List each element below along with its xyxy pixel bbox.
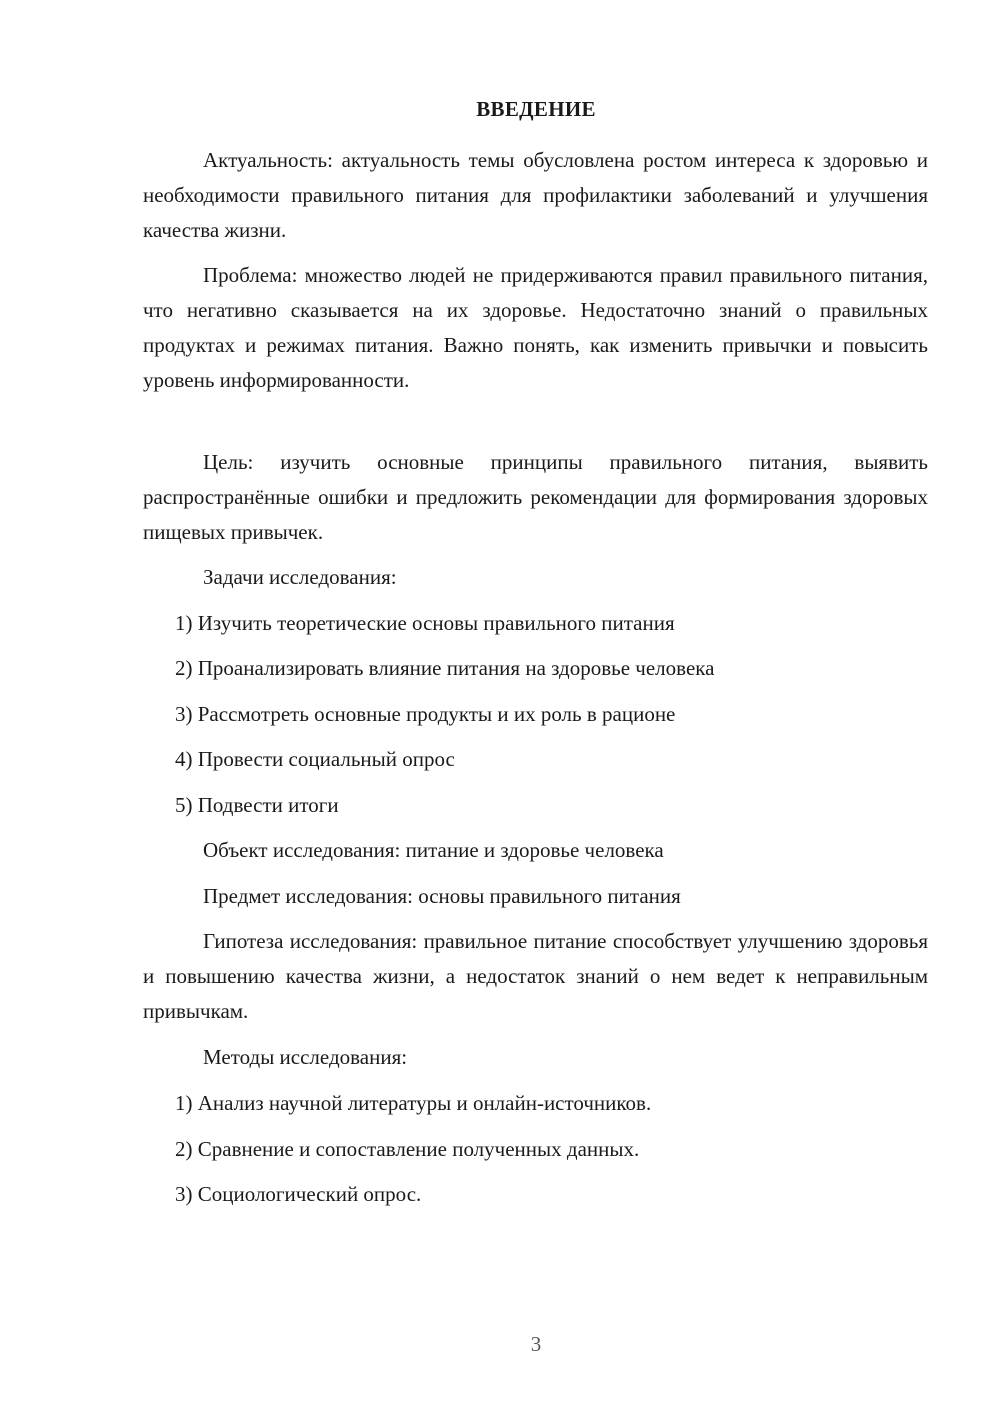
task-item: 4) Провести социальный опрос [175,747,455,771]
section-heading: ВВЕДЕНИЕ [476,97,596,121]
goal-paragraph: Цель: изучить основные принципы правильного питания, выявить распространённые ошибки и предложить рекомендации для формирования здоровых пищевых привычек. [143,450,928,544]
research-subject: Предмет исследования: основы правильного питания [203,884,681,908]
methods-label: Методы исследования: [203,1045,408,1069]
hypothesis-paragraph: Гипотеза исследования: правильное питание способствует улучшению здоровья и повышению качества жизни, а недостаток знаний о нем ведет к неправильным привычкам. [143,929,928,1023]
tasks-label: Задачи исследования: [203,565,397,589]
method-item: 1) Анализ научной литературы и онлайн-источников. [175,1091,652,1115]
task-item: 5) Подвести итоги [175,793,339,817]
research-object: Объект исследования: питание и здоровье человека [203,838,664,862]
task-item: 1) Изучить теоретические основы правильного питания [175,611,675,635]
task-item: 2) Проанализировать влияние питания на здоровье человека [175,656,715,680]
method-item: 3) Социологический опрос. [175,1182,422,1206]
method-item: 2) Сравнение и сопоставление полученных данных. [175,1137,640,1161]
problem-paragraph: Проблема: множество людей не придерживаются правил правильного питания, что негативно сказывается на их здоровье. Недостаточно знаний о правильных продуктах и режимах питания. Важно понять, как изменить привычки и повысить уровень информированности. [143,263,928,392]
relevance-paragraph: Актуальность: актуальность темы обусловлена ростом интереса к здоровью и необходимости правильного питания для профилактики заболеваний и улучшения качества жизни. [143,148,928,242]
page-number: 3 [530,1332,542,1356]
task-item: 3) Рассмотреть основные продукты и их роль в рационе [175,702,676,726]
